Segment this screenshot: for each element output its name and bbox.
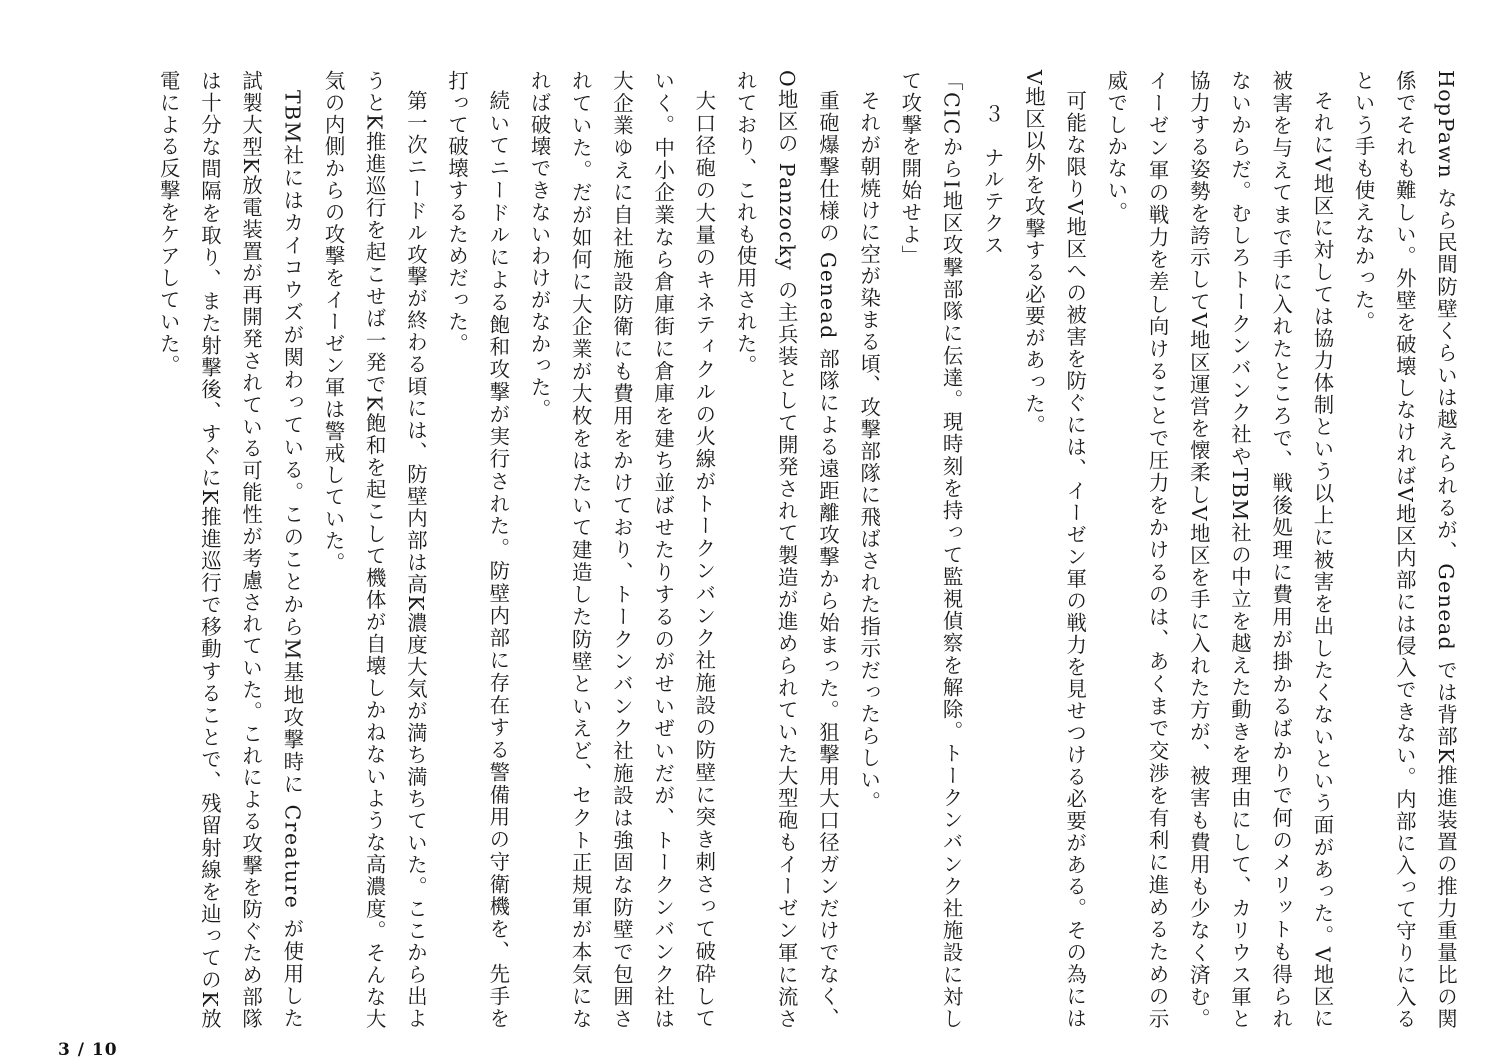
paragraph: それにV地区に対しては協力体制という以上に被害を出したくないという面があった。V地区に被害を与えてまで手に入れたところで、戦後処理に費用が掛かるばかりで何のメリットも得られないからだ。むしろトークンバンク社やTBM社の中立を越えた動きを理由にして、カリウス軍と協力する姿勢を誇示してV地区運営を懐柔しV地区を手に入れた方が、被害も費用も少なく済む。イーゼン軍の戦力を差し向けることで圧力をかけるのは、あくまで交渉を有利に進めるための示威でしかない。 — [1104, 70, 1335, 1030]
paragraph: それが朝焼けに空が染まる頃、攻撃部隊に飛ばされた指示だったらしい。 — [857, 90, 882, 814]
paragraph: 「CICからI地区攻撃部隊に伝達。現時刻を持って監視偵察を解除。トークンバンク社施設に対して攻撃を開始せよ」 — [898, 70, 964, 1030]
paragraph: TBM社にはカイコウズが関わっている。このことからM基地攻撃時に Creature が使用した試製大型K放電装置が再開発されている可能性が考慮されていた。これによる攻撃を防ぐため部隊は十分な間隔を取り、また射撃後、すぐにK推進巡行で移動することで、残留射線を辿ってのK放電による反撃をケアしていた。 — [156, 70, 305, 1030]
paragraph: 可能な限りV地区への被害を防ぐには、イーゼン軍の戦力を見せつける必要がある。その為にはV地区以外を攻撃する必要があった。 — [1021, 70, 1088, 1030]
vertical-text-body — [26, 70, 1466, 1030]
page-number: 3 / 10 — [58, 1040, 118, 1060]
paragraph: 第一次ニードル攻撃が終わる頃には、防壁内部は高K濃度大気が満ち満ちていた。ここから出ようとK推進巡行を起こせば一発でK飽和を起こして機体が自壊しかねないような高濃度。そんな大気の内側からの攻撃をイーゼン軍は警戒していた。 — [321, 70, 428, 1030]
paragraph: 続いてニードルによる飽和攻撃が実行された。防壁内部に存在する警備用の守衛機を、先手を打って破壊するためだった。 — [445, 70, 511, 1030]
paragraph: 重砲爆撃仕様の Genead 部隊による遠距離攻撃から始まった。狙撃用大口径ガンだけでなく、O地区の Panzocky の主兵装として開発されて製造が進められていた大型砲もイーゼン軍に流されており、これも使用された。 — [733, 70, 840, 1030]
paragraph: HopPawn なら民間防壁くらいは越えられるが、Genead では背部K推進装置の推力重量比の関係でそれも難しい。外壁を破壊しなければV地区内部には侵入できない。内部に入って守りに入るという手も使えなかった。 — [1351, 70, 1458, 1030]
paragraph: 大口径砲の大量のキネティクルの火線がトークンバンク社施設の防壁に突き刺さって破砕していく。中小企業なら倉庫街に倉庫を建ち並ばせたりするのがせいぜいだが、トークンバンク社は大企業ゆえに自社施設防衛にも費用をかけており、トークンバンク社施設は強固な防壁で包囲されていた。だが如何に大企業が大枚をはたいて建造した防壁といえど、セクト正規軍が本気になれば破壊できないわけがなかった。 — [527, 70, 717, 1030]
section-heading: ３ ナルテクス — [980, 102, 1005, 256]
